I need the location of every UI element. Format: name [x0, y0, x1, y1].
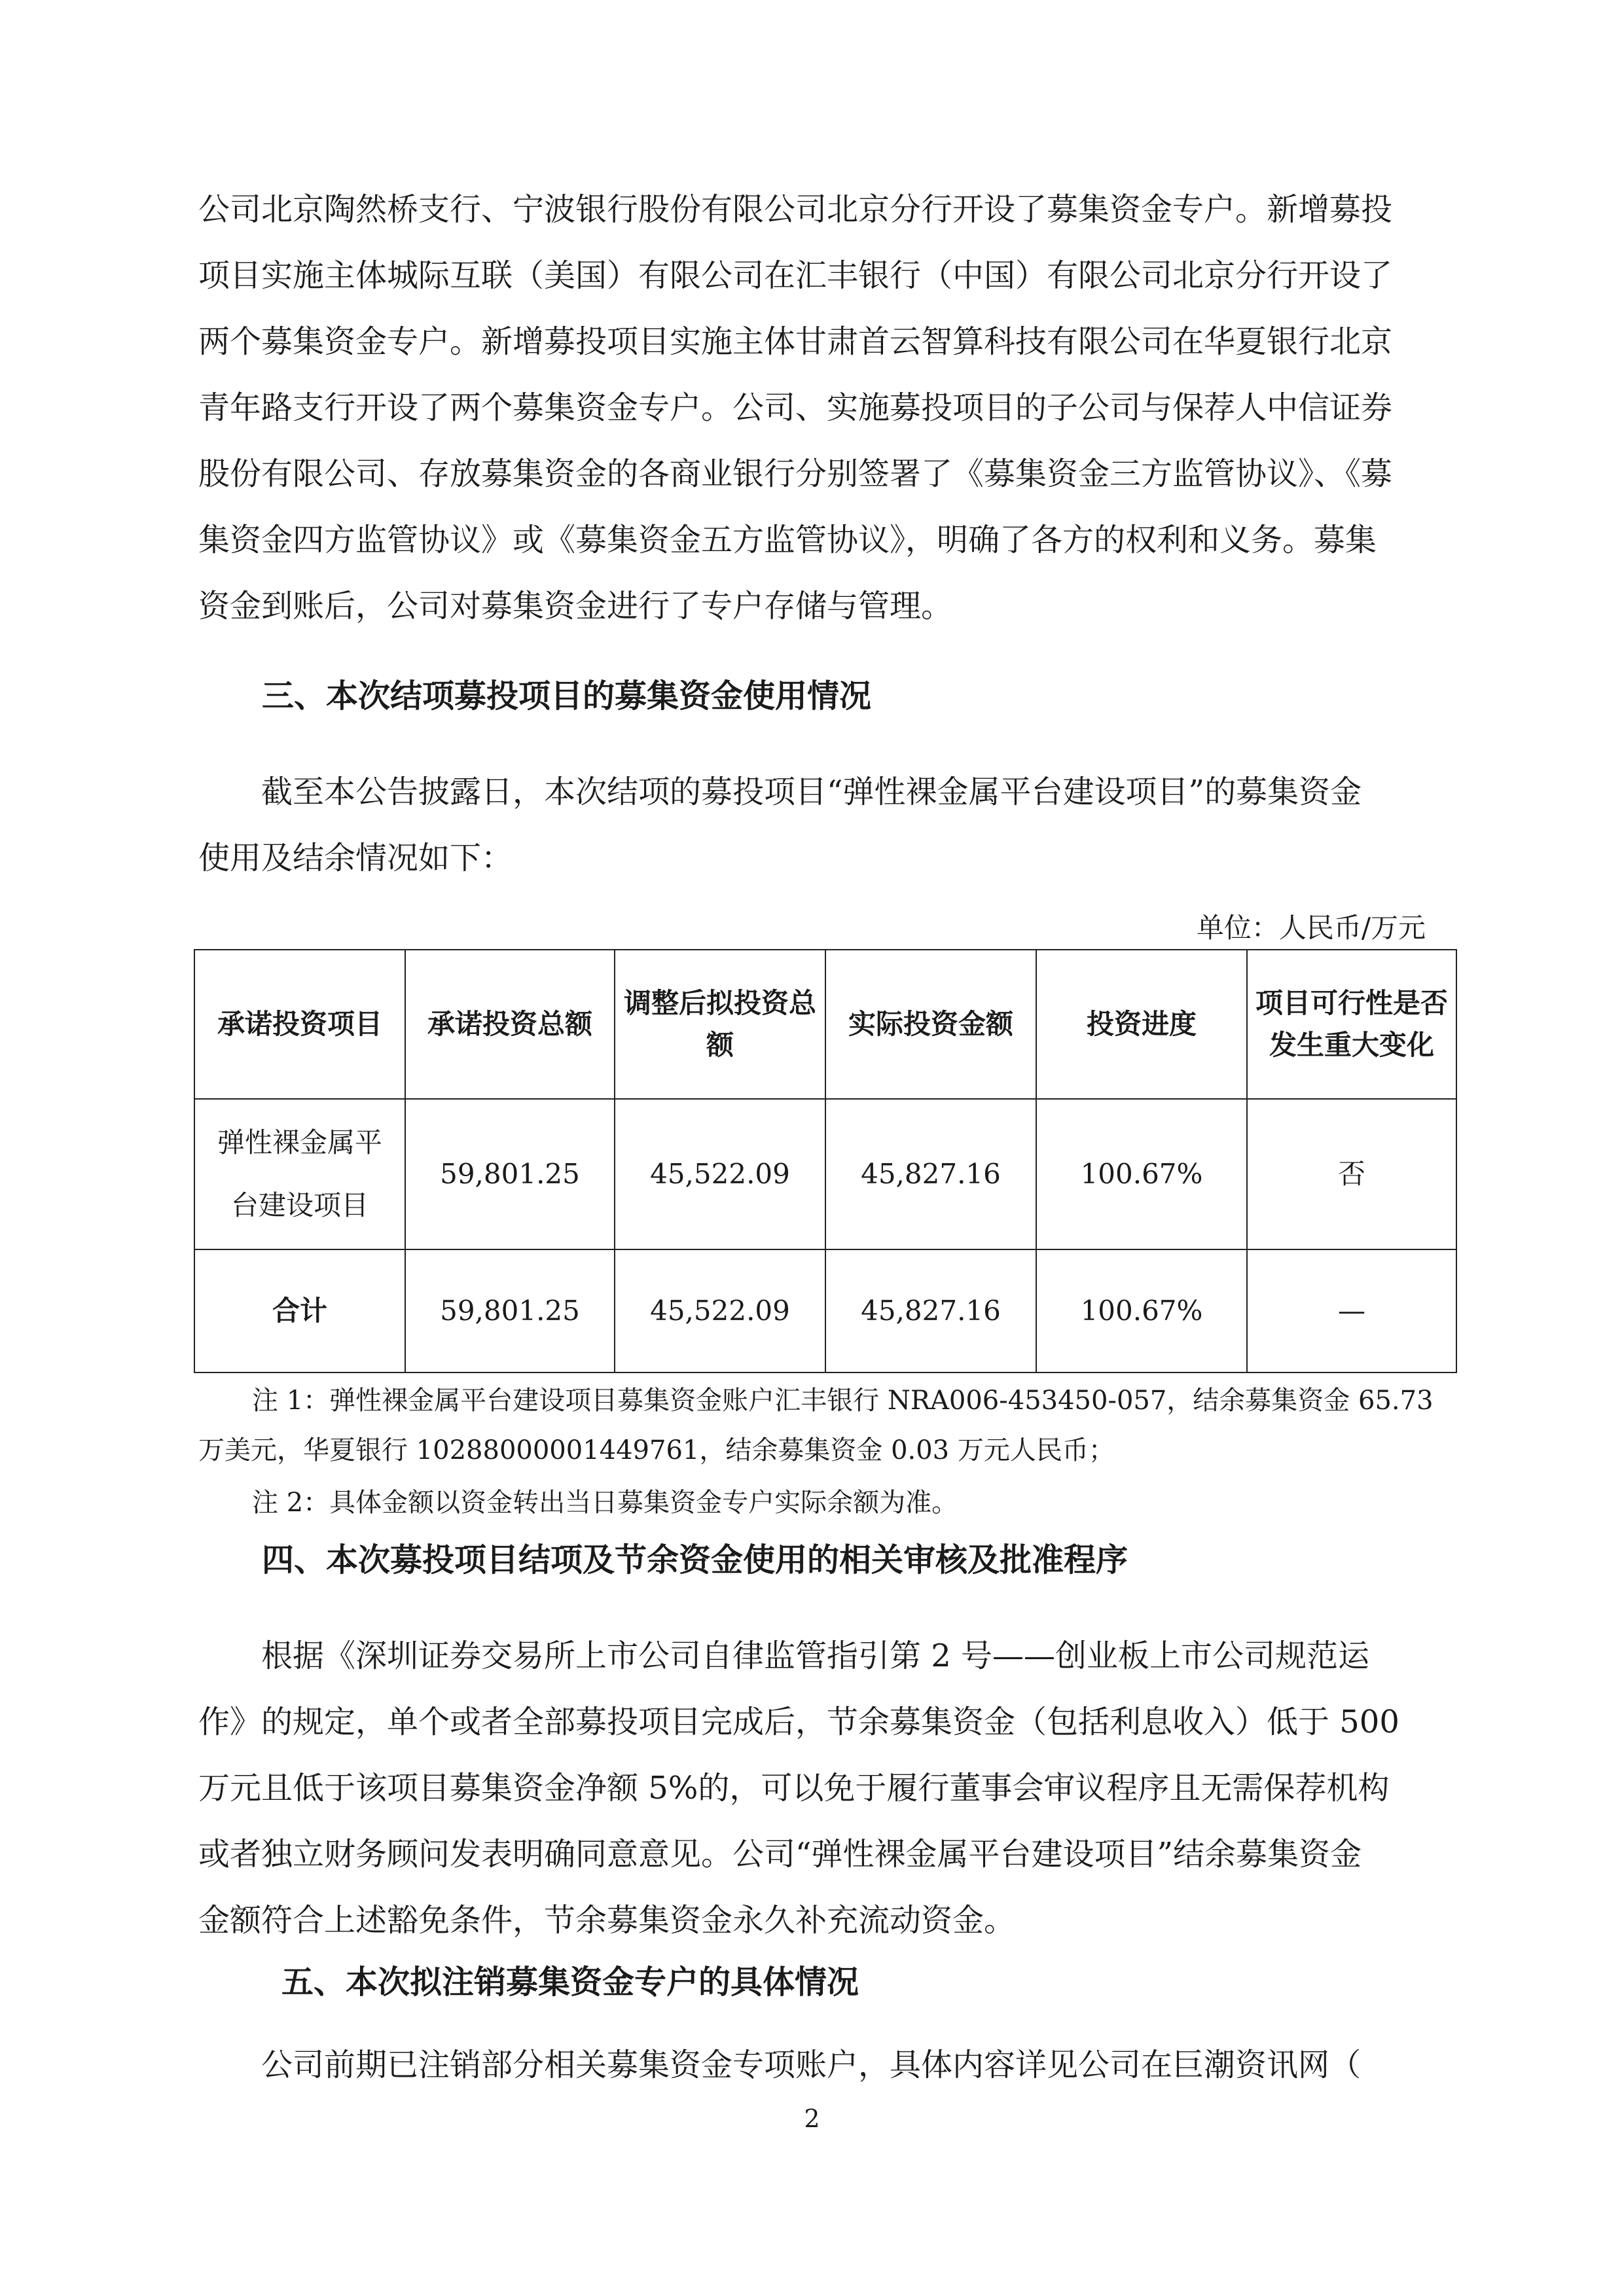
- section5-line: 公司前期已注销部分相关募集资金专项账户，具体内容详见公司在巨潮资讯网（: [261, 2047, 1362, 2083]
- section4-heading: 四、本次募投项目结项及节余资金使用的相关审核及批准程序: [262, 1541, 1128, 1579]
- table-header-cell: 承诺投资项目: [194, 950, 405, 1099]
- fund-usage-table: [194, 949, 1457, 1373]
- unit-label: 单位：人民币/万元: [1196, 912, 1426, 944]
- page-number: 2: [804, 2104, 820, 2133]
- table-header-row: [194, 950, 1456, 1099]
- section3-line: 使用及结余情况如下：: [198, 840, 513, 876]
- table-cell: 45,827.16: [825, 1099, 1036, 1249]
- table-header-cell: 实际投资金额: [825, 950, 1036, 1099]
- intro-line: 资金到账后，公司对募集资金进行了专户存储与管理。: [198, 588, 953, 624]
- section3-heading: 三、本次结项募投项目的募集资金使用情况: [262, 677, 872, 715]
- table-cell: 45,522.09: [615, 1099, 825, 1249]
- section5-heading: 五、本次拟注销募集资金专户的具体情况: [281, 1964, 859, 2001]
- table-header-cell: 调整后拟投资总额: [615, 950, 825, 1099]
- intro-line: 项目实施主体城际互联（美国）有限公司在汇丰银行（中国）有限公司北京分行开设了: [198, 257, 1393, 294]
- intro-line: 公司北京陶然桥支行、宁波银行股份有限公司北京分行开设了募集资金专户。新增募投: [198, 191, 1393, 228]
- table-cell: 否: [1247, 1099, 1456, 1249]
- intro-line: 青年路支行开设了两个募集资金专户。公司、实施募投项目的子公司与保荐人中信证券: [198, 389, 1393, 426]
- table-note: 注 1：弹性裸金属平台建设项目募集资金账户汇丰银行 NRA006-453450-057，结余募集资金 65.73: [252, 1386, 1434, 1416]
- intro-paragraph: [198, 177, 1426, 639]
- section4-line: 金额符合上述豁免条件，节余募集资金永久补充流动资金。: [198, 1902, 1016, 1939]
- table-cell: 合计: [194, 1249, 405, 1372]
- table-header-cell: 项目可行性是否发生重大变化: [1247, 950, 1456, 1099]
- table-header-cell: 承诺投资总额: [405, 950, 615, 1099]
- table-total-row: [194, 1249, 1456, 1372]
- table-cell: 弹性裸金属平台建设项目: [194, 1099, 405, 1249]
- table-note: 万美元，华夏银行 10288000001449761，结余募集资金 0.03 万元人民币；: [198, 1435, 1115, 1465]
- section4-paragraph: [198, 1623, 1426, 1954]
- table-cell: 100.67%: [1036, 1099, 1247, 1249]
- section4-line: 或者独立财务顾问发表明确同意意见。公司“弹性裸金属平台建设项目”结余募集资金: [198, 1836, 1362, 1873]
- section4-line: 作》的规定，单个或者全部募投项目完成后，节余募集资金（包括利息收入）低于 500: [198, 1704, 1399, 1740]
- table-cell: 45,522.09: [615, 1249, 825, 1372]
- section4-line: 万元且低于该项目募集资金净额 5%的，可以免于履行董事会审议程序且无需保荐机构: [198, 1770, 1390, 1806]
- section3-paragraph: [198, 759, 1426, 891]
- table-cell: 59,801.25: [405, 1099, 615, 1249]
- table-row: [194, 1099, 1456, 1249]
- table-note: 注 2：具体金额以资金转出当日募集资金专户实际余额为准。: [252, 1488, 958, 1518]
- intro-line: 两个募集资金专户。新增募投项目实施主体甘肃首云智算科技有限公司在华夏银行北京: [198, 323, 1393, 360]
- intro-line: 集资金四方监管协议》或《募集资金五方监管协议》，明确了各方的权利和义务。募集: [198, 522, 1377, 558]
- table-cell: 100.67%: [1036, 1249, 1247, 1372]
- table-cell: 59,801.25: [405, 1249, 615, 1372]
- intro-line: 股份有限公司、存放募集资金的各商业银行分别签署了《募集资金三方监管协议》、《募: [198, 456, 1393, 492]
- section3-line: 截至本公告披露日，本次结项的募投项目“弹性裸金属平台建设项目”的募集资金: [261, 774, 1362, 810]
- table-cell: —: [1247, 1249, 1456, 1372]
- section5-paragraph: [198, 2032, 1426, 2098]
- table-header-cell: 投资进度: [1036, 950, 1247, 1099]
- section4-line: 根据《深圳证券交易所上市公司自律监管指引第 2 号——创业板上市公司规范运: [261, 1638, 1370, 1674]
- table-cell: 45,827.16: [825, 1249, 1036, 1372]
